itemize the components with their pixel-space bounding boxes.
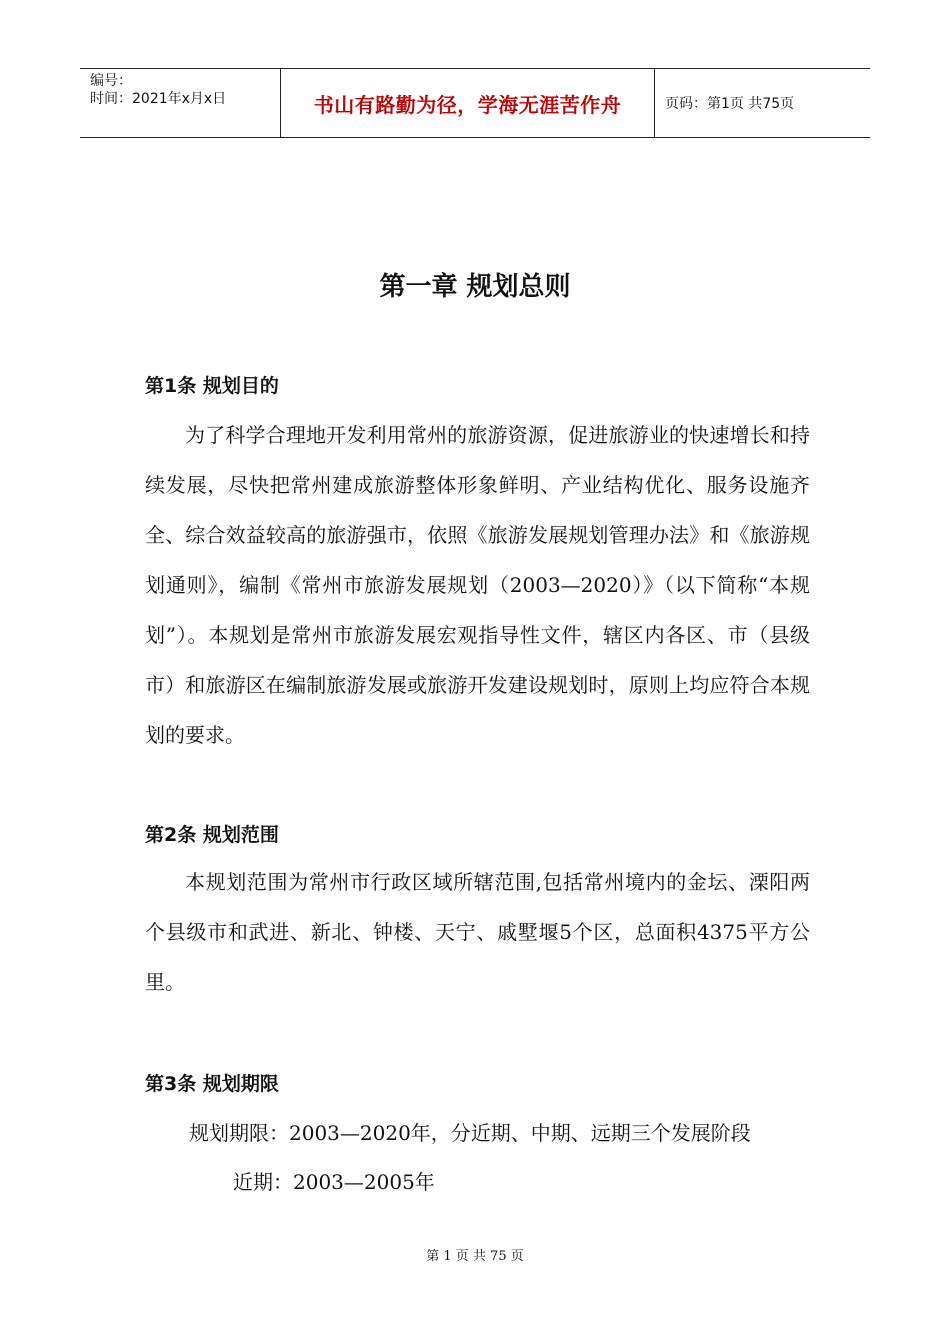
article-2-body: 本规划范围为常州市行政区域所辖范围,包括常州境内的金坛、溧阳两个县级市和武进、新北、钟楼、天宁、戚墅堰5个区，总面积4375平方公里。 <box>145 870 810 994</box>
header-motto: 书山有路勤为径，学海无涯苦作舟 <box>313 92 622 117</box>
page-header <box>80 68 870 138</box>
time-label: 时间：2021年x月x日 <box>90 91 227 107</box>
header-page-info: 页码：第1页 共75页 <box>665 96 795 112</box>
number-label: 编号： <box>90 73 132 89</box>
article-1-heading: 第1条 规划目的 <box>145 375 279 397</box>
article-2-heading: 第2条 规划范围 <box>145 824 279 846</box>
article-3-heading: 第3条 规划期限 <box>145 1073 279 1095</box>
article-3-line-2: 近期：2003—2005年 <box>233 1170 435 1194</box>
article-1-body: 为了科学合理地开发利用常州的旅游资源，促进旅游业的快速增长和持续发展，尽快把常州建成旅游整体形象鲜明、产业结构优化、服务设施齐全、综合效益较高的旅游强市，依照《旅游发展规划管理办法》和《旅游规划通则》，编制《常州市旅游发展规划（2003—2020）》（以下简称“本规划”）。本规划是常州市旅游发展宏观指导性文件，辖区内各区、市（县级市）和旅游区在编制旅游发展或旅游开发建设规划时，原则上均应符合本规划的要求。 <box>145 423 810 747</box>
article-3-line-1: 规划期限：2003—2020年，分近期、中期、远期三个发展阶段 <box>189 1121 751 1145</box>
page-footer: 第 1 页 共 75 页 <box>426 1249 524 1264</box>
header-meta <box>90 72 280 108</box>
chapter-title: 第一章 规划总则 <box>379 272 571 302</box>
